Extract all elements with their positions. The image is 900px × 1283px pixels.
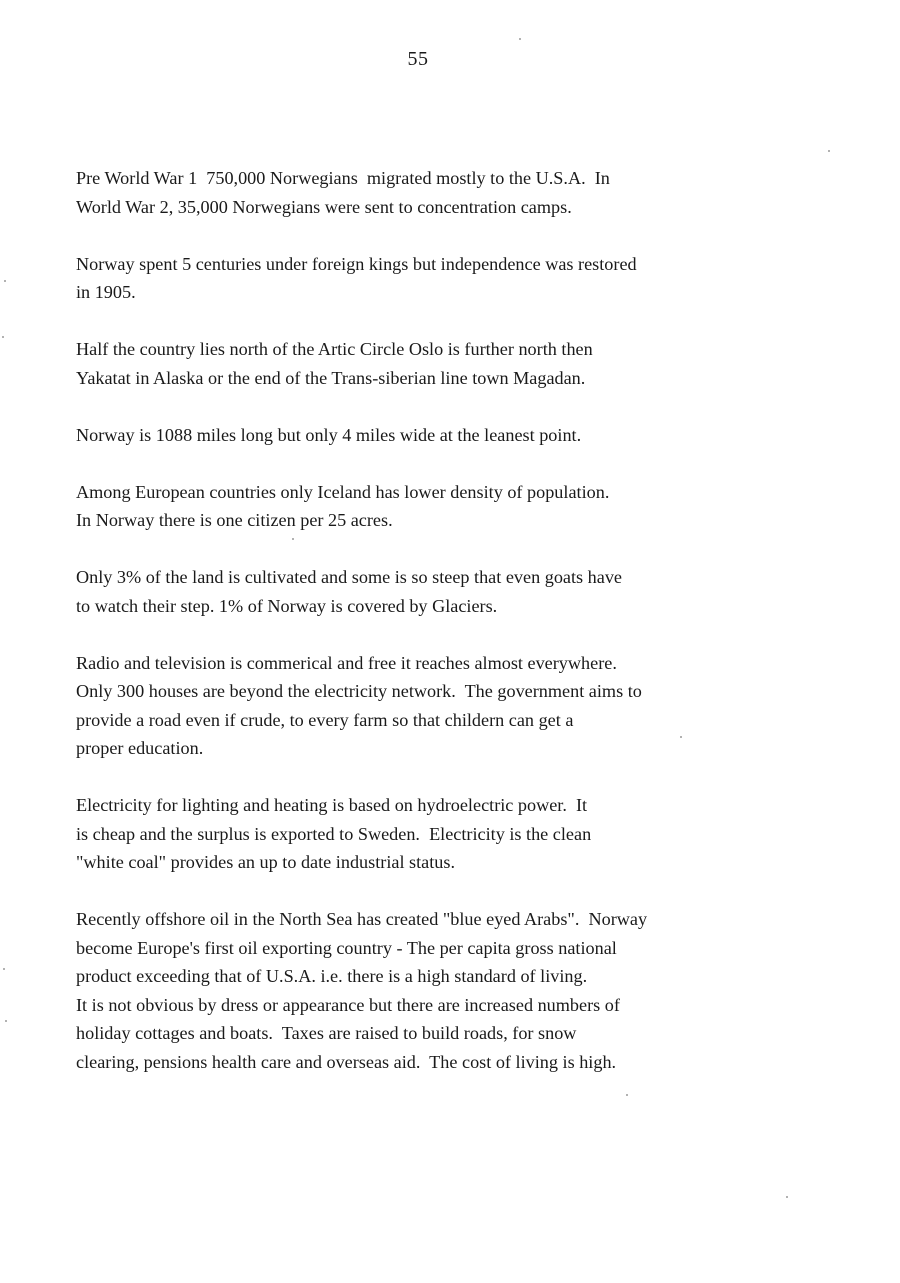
text-line: in 1905. — [76, 282, 136, 302]
text-line: Norway is 1088 miles long but only 4 miles wide at the leanest point. — [76, 424, 582, 445]
text-line: In Norway there is one citizen per 25 acres. — [76, 510, 393, 530]
paragraph-electricity — [76, 791, 836, 877]
text-line: Electricity for lighting and heating is based on hydroelectric power. It — [76, 795, 588, 815]
paragraph-independence — [76, 250, 836, 307]
text-line: World War 2, 35,000 Norwegians were sent to concentration camps. — [76, 196, 572, 217]
text-line: Pre World War 1 750,000 Norwegians migrated mostly to the U.S.A. In — [76, 168, 610, 188]
text-line: Recently offshore oil in the North Sea has created "blue eyed Arabs". Norway — [76, 909, 648, 929]
scan-speck — [292, 538, 294, 540]
scan-speck — [626, 1094, 628, 1096]
text-line: is cheap and the surplus is exported to Sweden. Electricity is the clean — [76, 823, 592, 844]
text-line: product exceeding that of U.S.A. i.e. there is a high standard of living. — [76, 966, 588, 986]
text-line: "white coal" provides an up to date industrial status. — [76, 852, 456, 872]
text-line: Only 3% of the land is cultivated and some is so steep that even goats have — [76, 567, 622, 587]
scan-speck — [519, 38, 521, 40]
scan-speck — [5, 1020, 7, 1022]
text-line: to watch their step. 1% of Norway is covered by Glaciers. — [76, 595, 498, 616]
text-line: proper education. — [76, 738, 204, 758]
scan-speck — [3, 968, 5, 970]
paragraph-oil — [76, 905, 836, 1076]
text-line: Yakatat in Alaska or the end of the Trans-siberian line town Magadan. — [76, 367, 586, 388]
scan-speck — [2, 336, 4, 338]
scan-speck — [828, 150, 830, 152]
document-body — [76, 164, 836, 1105]
text-line: provide a road even if crude, to every farm so that childern can get a — [76, 709, 574, 730]
text-line: Radio and television is commerical and free it reaches almost everywhere. — [76, 652, 617, 673]
scan-speck — [680, 736, 682, 738]
text-line: Only 300 houses are beyond the electricity network. The government aims to — [76, 681, 642, 701]
paragraph-geography — [76, 335, 836, 392]
scan-speck — [786, 1196, 788, 1198]
paragraph-dimensions — [76, 421, 836, 450]
text-line: holiday cottages and boats. Taxes are raised to build roads, for snow — [76, 1023, 577, 1043]
paragraph-population — [76, 478, 836, 535]
paragraph-land — [76, 563, 836, 620]
page-number: 55 — [407, 48, 429, 70]
paragraph-infrastructure — [76, 649, 836, 763]
text-line: Half the country lies north of the Artic Circle Oslo is further north then — [76, 339, 593, 359]
text-line: Norway spent 5 centuries under foreign kings but independence was restored — [76, 253, 637, 274]
scan-speck — [4, 280, 6, 282]
text-line: It is not obvious by dress or appearance but there are increased numbers of — [76, 994, 620, 1015]
text-line: become Europe's first oil exporting country - The per capita gross national — [76, 937, 617, 958]
paragraph-emigration — [76, 164, 836, 221]
text-line: clearing, pensions health care and overseas aid. The cost of living is high. — [76, 1051, 617, 1072]
text-line: Among European countries only Iceland has lower density of population. — [76, 481, 610, 502]
